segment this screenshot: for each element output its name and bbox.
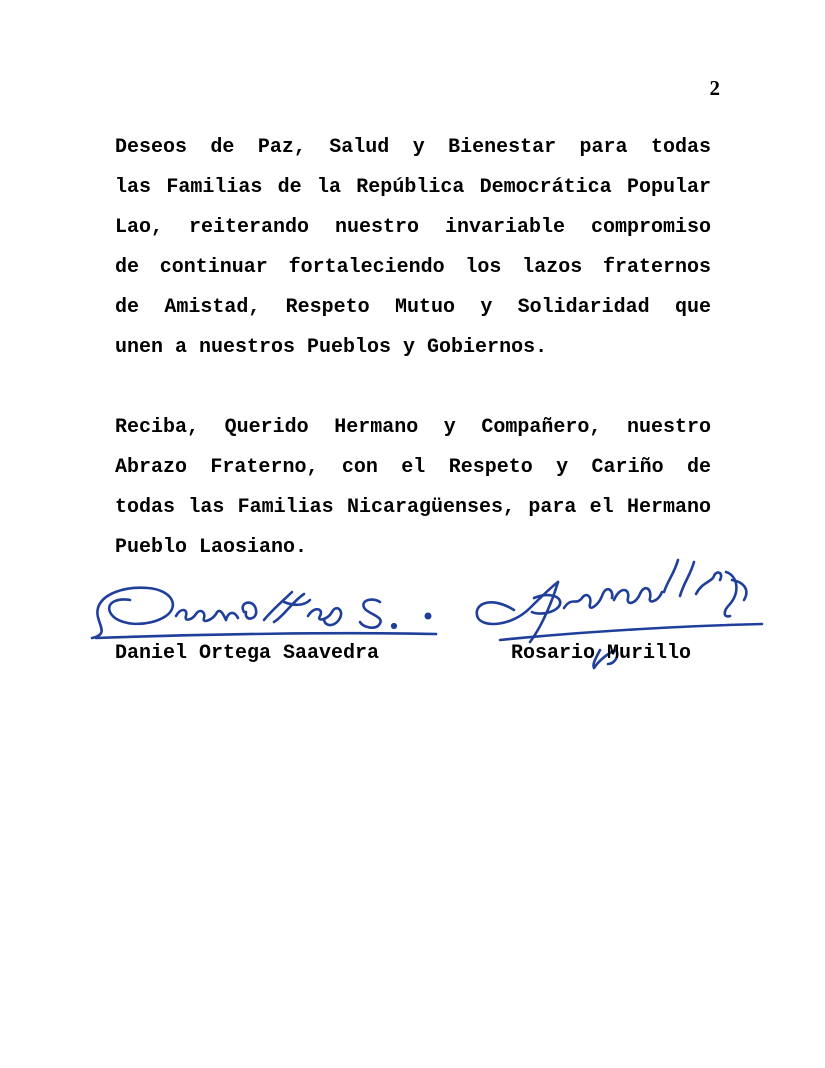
signatory-name-left: Daniel Ortega Saavedra bbox=[115, 642, 380, 665]
page-number: 2 bbox=[709, 76, 720, 100]
paragraph-line: todas las Familias Nicaragüenses, para el Hermano bbox=[115, 496, 711, 519]
paragraph-line: de Amistad, Respeto Mutuo y Solidaridad que bbox=[115, 296, 711, 319]
signature-ortega-icon bbox=[88, 572, 448, 644]
body-paragraph-1 bbox=[115, 128, 711, 368]
signature-block bbox=[115, 641, 725, 667]
paragraph-line: las Familias de la República Democrática Popular bbox=[115, 176, 711, 199]
paragraph-line: de continuar fortaleciendo los lazos fraternos bbox=[115, 256, 711, 279]
paragraph-line: Pueblo Laosiano. bbox=[115, 536, 308, 559]
paragraph-line: Deseos de Paz, Salud y Bienestar para todas bbox=[115, 136, 711, 159]
paragraph-line: Reciba, Querido Hermano y Compañero, nuestro bbox=[115, 416, 711, 439]
body-paragraph-2 bbox=[115, 408, 711, 568]
paragraph-line: Lao, reiterando nuestro invariable compromiso bbox=[115, 216, 711, 239]
paragraph-line: Abrazo Fraterno, con el Respeto y Cariño de bbox=[115, 456, 711, 479]
paragraph-line: unen a nuestros Pueblos y Gobiernos. bbox=[115, 336, 548, 359]
signatory-name-right: Rosario Murillo bbox=[511, 642, 692, 665]
